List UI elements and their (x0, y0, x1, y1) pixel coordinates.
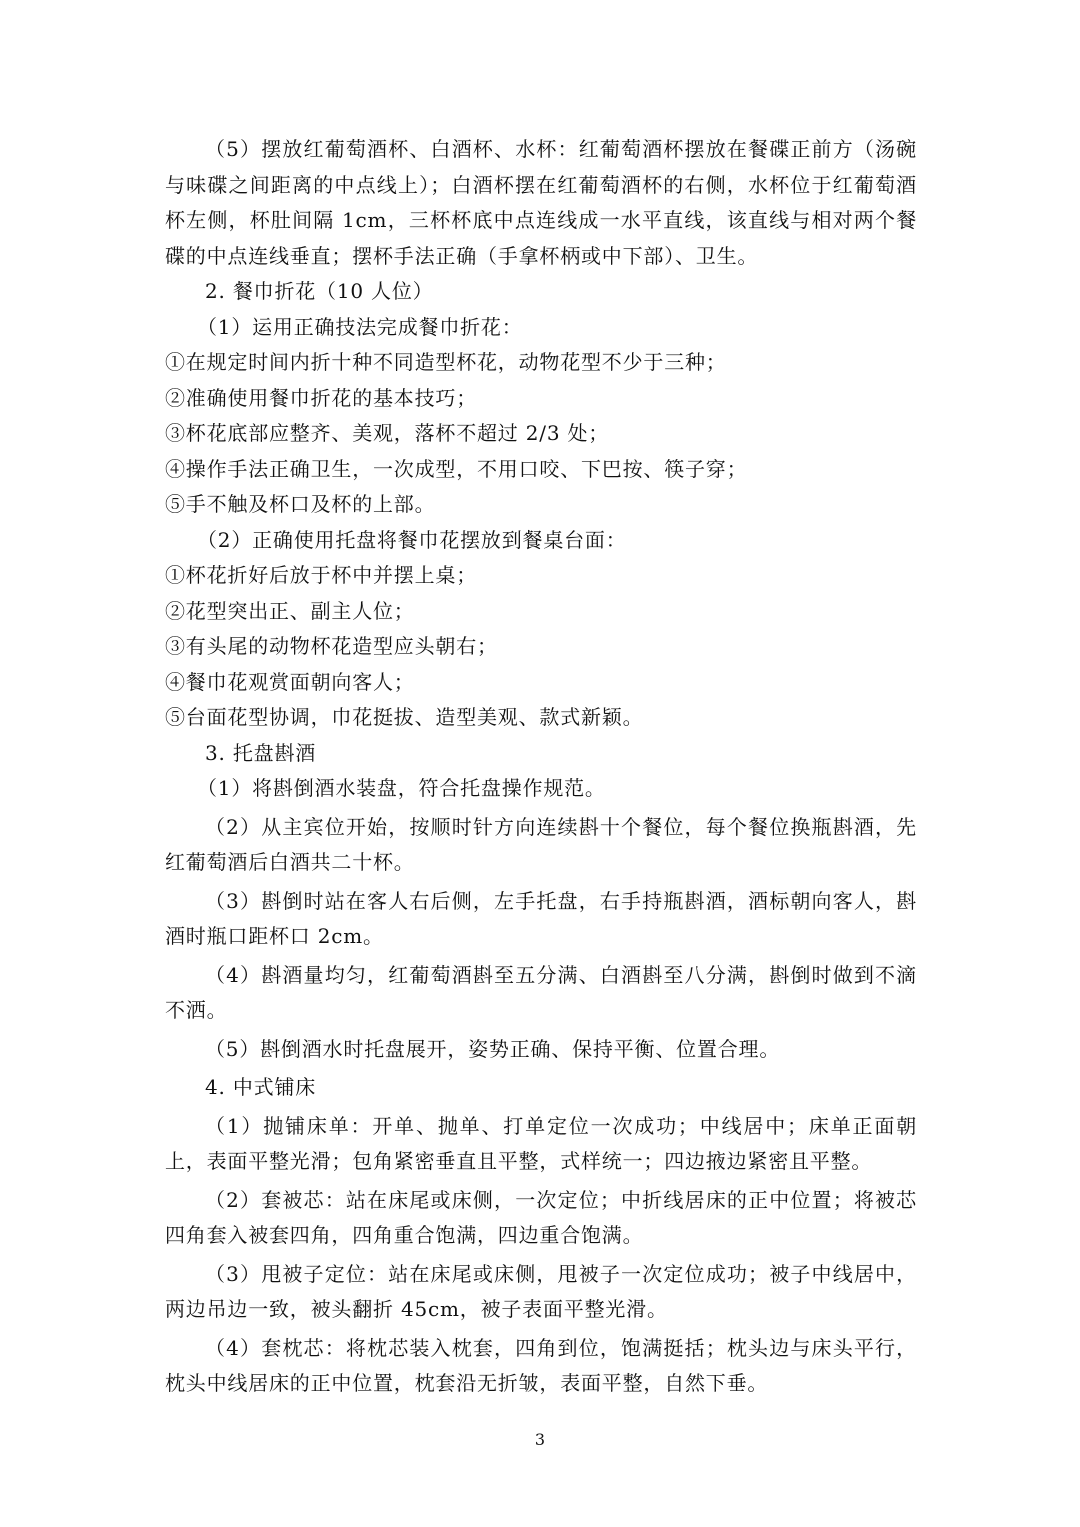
paragraph-bed-2: （2）套被芯：站在床尾或床侧，一次定位；中折线居床的正中位置；将被芯四角套入被套四角，四角重合饱满，四边重合饱满。 (165, 1187, 917, 1247)
section-heading-tray-pouring: 3. 托盘斟酒 (205, 740, 317, 765)
list-item: ①杯花折好后放于杯中并摆上桌； (165, 563, 477, 587)
list-item: ⑤台面花型协调，巾花挺拔、造型美观、款式新颖。 (165, 705, 644, 729)
paragraph-wine-glasses: （5）摆放红葡萄酒杯、白酒杯、水杯：红葡萄酒杯摆放在餐碟正前方（汤碗与味碟之间距离的中点线上）；白酒杯摆在红葡萄酒杯的右侧，水杯位于红葡萄酒杯左侧，杯肚间隔 1cm，三杯杯底中点连线成一水平直线，该直线与相对两个餐碟的中点连线垂直；摆杯手法正确（手拿杯柄或中下部）、卫生。 (165, 137, 917, 268)
paragraph-bed-1: （1）抛铺床单：开单、抛单、打单定位一次成功；中线居中；床单正面朝上，表面平整光滑；包角紧密垂直且平整，式样统一；四边掖边紧密且平整。 (165, 1113, 917, 1173)
list-item: ①在规定时间内折十种不同造型杯花，动物花型不少于三种； (165, 350, 727, 374)
list-item: ②花型突出正、副主人位； (165, 598, 415, 623)
document-body (165, 132, 917, 1402)
section-heading-bed-making: 4. 中式铺床 (205, 1075, 317, 1099)
paragraph-pouring-3: （3）斟倒时站在客人右后侧，左手托盘，右手持瓶斟酒，酒标朝向客人，斟酒时瓶口距杯口 2cm。 (165, 888, 917, 948)
paragraph-bed-4: （4）套枕芯：将枕芯装入枕套，四角到位，饱满挺括；枕头边与床头平行，枕头中线居床的正中位置，枕套沿无折皱，表面平整，自然下垂。 (165, 1335, 917, 1395)
paragraph-pouring-2: （2）从主宾位开始，按顺时针方向连续斟十个餐位，每个餐位换瓶斟酒，先红葡萄酒后白酒共二十杯。 (165, 814, 917, 874)
list-item: ⑤手不触及杯口及杯的上部。 (165, 492, 436, 516)
paragraph-pouring-4: （4）斟酒量均匀，红葡萄酒斟至五分满、白酒斟至八分满，斟倒时做到不滴不洒。 (165, 962, 917, 1022)
paragraph-pouring-1: （1）将斟倒酒水装盘，符合托盘操作规范。 (197, 776, 606, 800)
subsection-napkin-tray: （2）正确使用托盘将餐巾花摆放到餐桌台面： (197, 527, 627, 552)
paragraph-pouring-5: （5）斟倒酒水时托盘展开，姿势正确、保持平衡、位置合理。 (205, 1036, 781, 1061)
section-heading-napkin-folding: 2. 餐巾折花（10 人位） (205, 279, 434, 303)
list-item: ④餐巾花观赏面朝向客人； (165, 669, 415, 694)
subsection-napkin-technique: （1）运用正确技法完成餐巾折花： (197, 314, 523, 339)
list-item: ③杯花底部应整齐、美观，落杯不超过 2/3 处； (165, 421, 610, 445)
page-number: 3 (534, 1430, 546, 1449)
list-item: ③有头尾的动物杯花造型应头朝右； (165, 634, 498, 658)
list-item: ②准确使用餐巾折花的基本技巧； (165, 385, 477, 410)
paragraph-bed-3: （3）甩被子定位：站在床尾或床侧，甩被子一次定位成功；被子中线居中，两边吊边一致，被头翻折 45cm，被子表面平整光滑。 (165, 1261, 917, 1321)
list-item: ④操作手法正确卫生，一次成型，不用口咬、下巴按、筷子穿； (165, 456, 748, 481)
